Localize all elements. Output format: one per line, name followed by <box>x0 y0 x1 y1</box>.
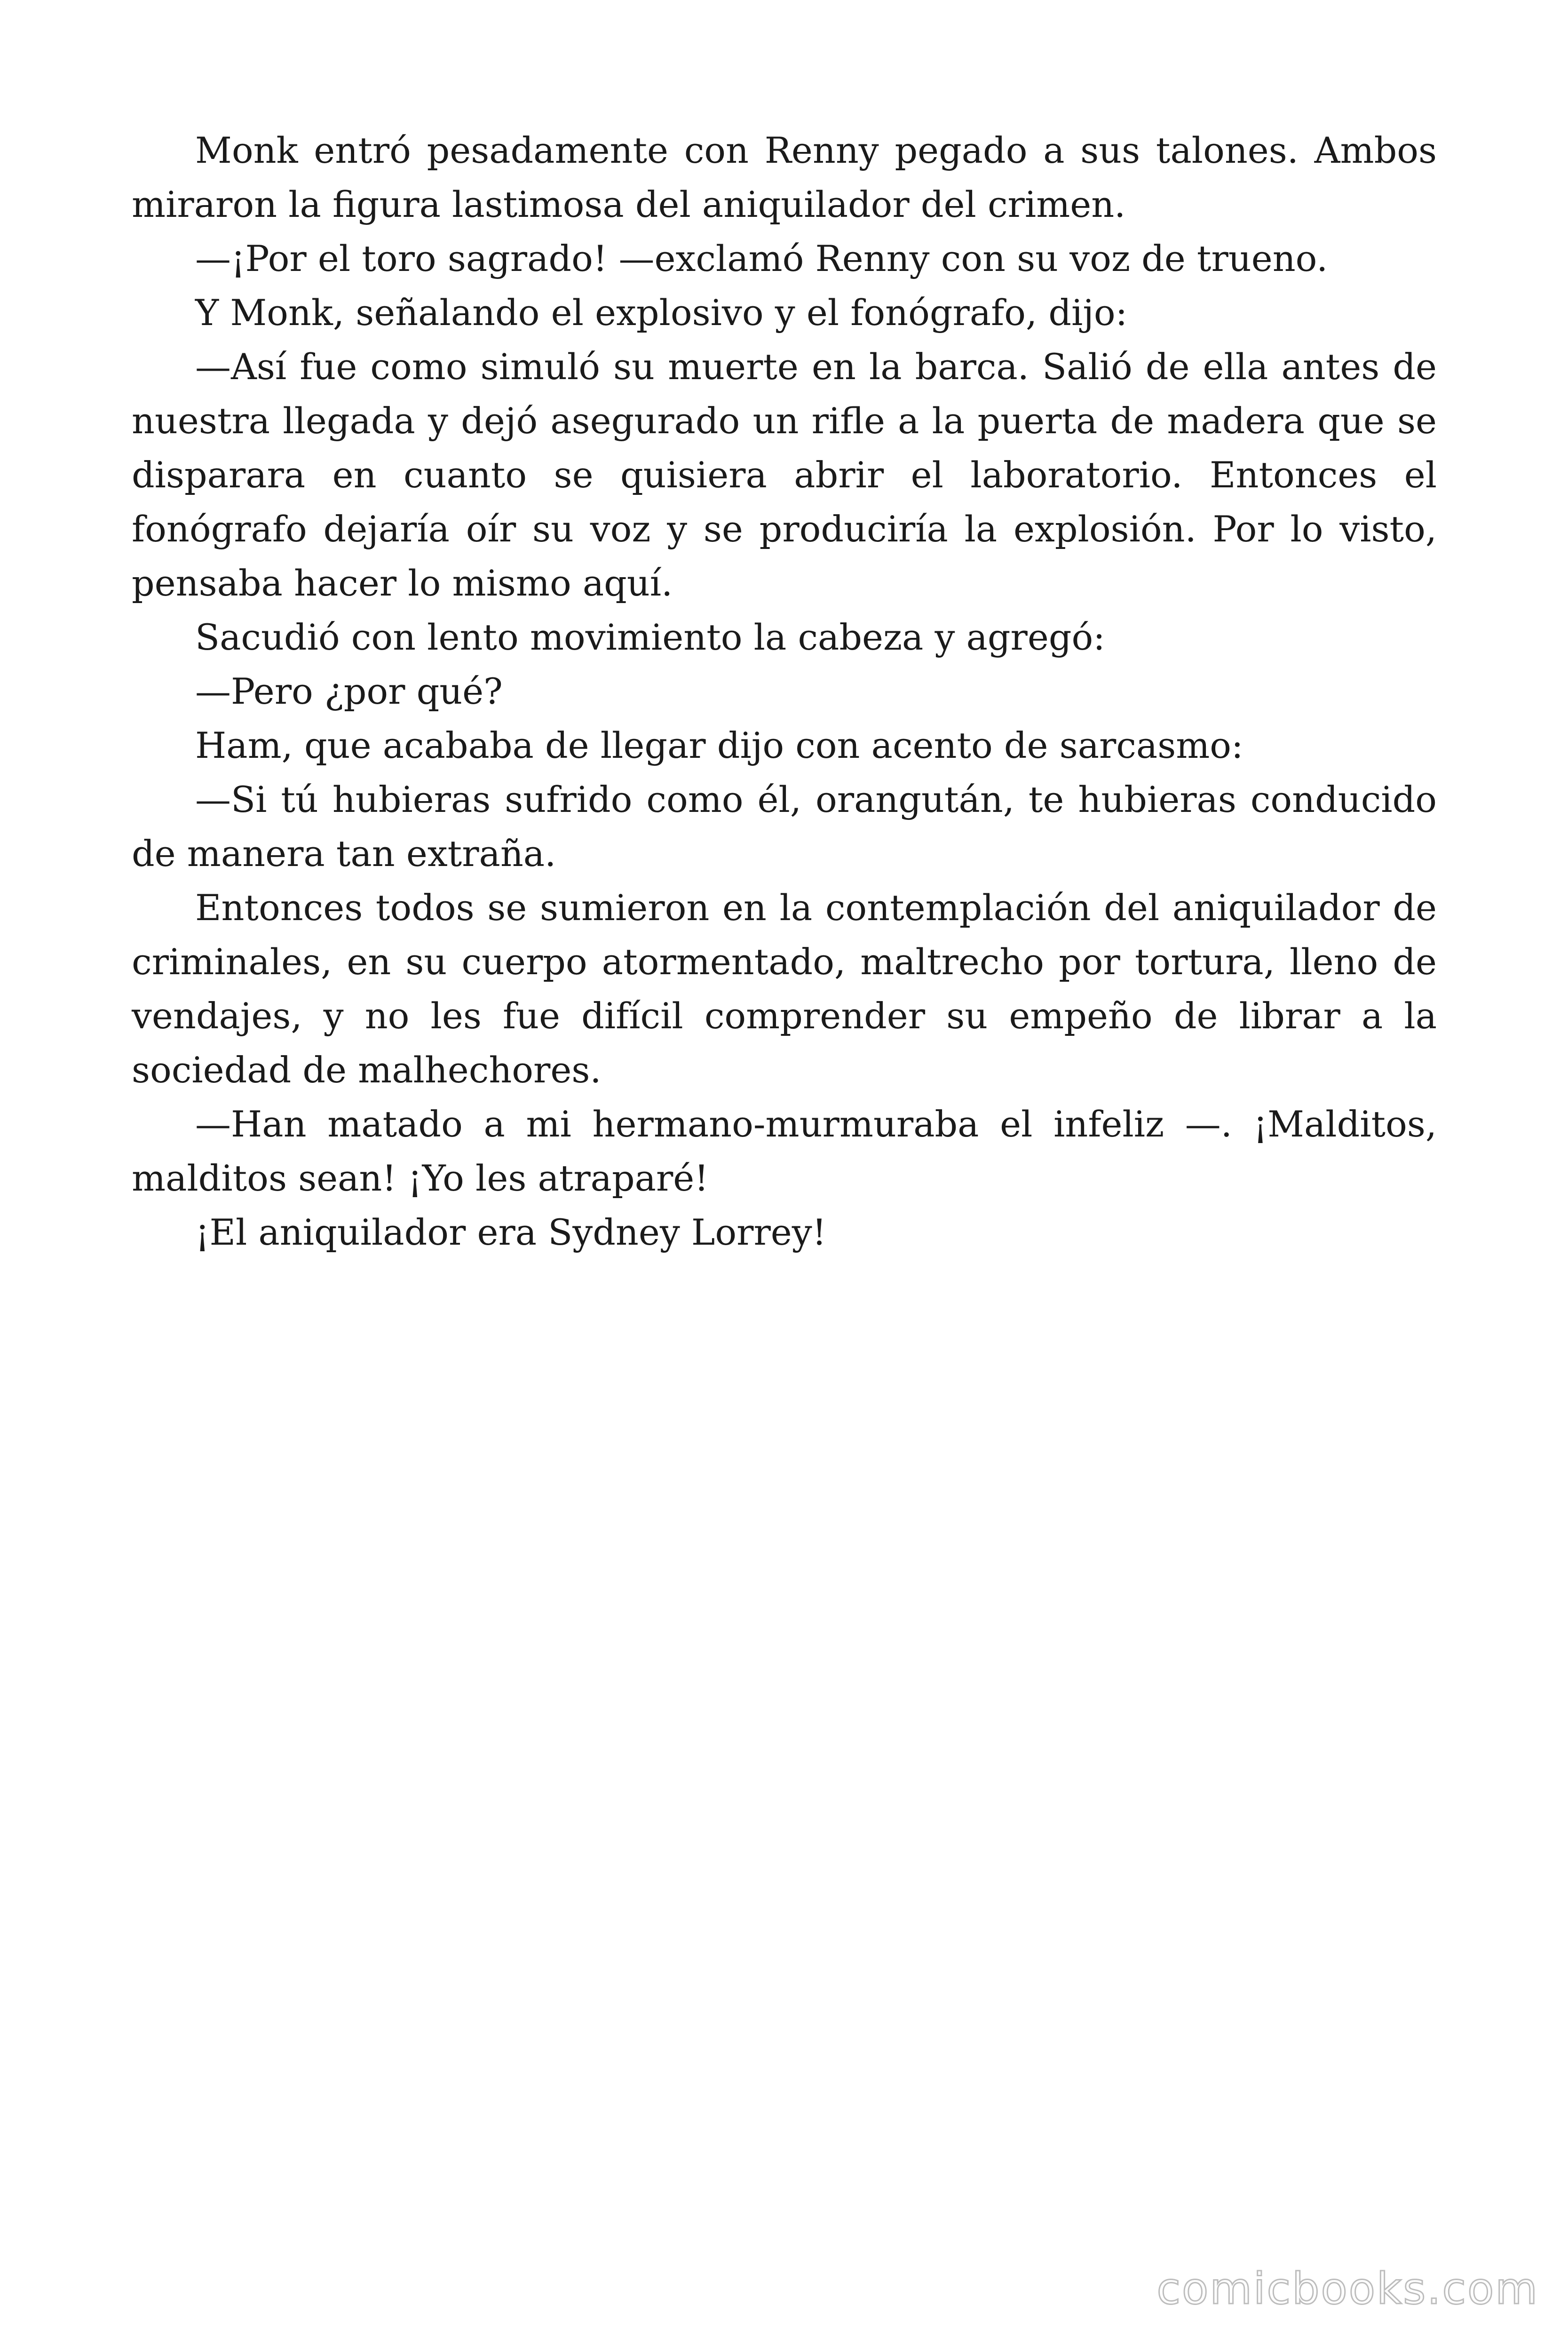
paragraph: Entonces todos se sumieron en la contemplación del aniquilador de criminales, en su cuerpo atormentado, maltrecho por tortura, lleno de vendajes, y no les fue difícil comprender su empeño de librar a la sociedad de malhechores. <box>132 887 1437 1091</box>
paragraph: Ham, que acababa de llegar dijo con acento de sarcasmo: <box>195 724 1243 766</box>
paragraph: —Así fue como simuló su muerte en la barca. Salió de ella antes de nuestra llegada y dejó asegurado un rifle a la puerta de madera que se disparara en cuanto se quisiera abrir el laboratorio. Entonces el fonógrafo dejaría oír su voz y se produciría la explosión. Por lo visto, pensaba hacer lo mismo aquí. <box>132 346 1437 604</box>
paragraph: ¡El aniquilador era Sydney Lorrey! <box>195 1211 827 1253</box>
watermark: comicbooks.com <box>1156 2264 1539 2314</box>
paragraph: —Pero ¿por qué? <box>195 670 503 712</box>
paragraph: Monk entró pesadamente con Renny pegado a sus talones. Ambos miraron la figura lastimosa del aniquilador del crimen. <box>132 129 1437 225</box>
paragraph: Y Monk, señalando el explosivo y el fonógrafo, dijo: <box>195 292 1128 334</box>
paragraph: —¡Por el toro sagrado! —exclamó Renny con su voz de trueno. <box>195 238 1328 279</box>
body-text <box>132 123 1437 1259</box>
paragraph: —Si tú hubieras sufrido como él, orangután, te hubieras conducido de manera tan extraña. <box>132 779 1437 874</box>
paragraph: —Han matado a mi hermano-murmuraba el infeliz —. ¡Malditos, malditos sean! ¡Yo les atraparé! <box>132 1103 1437 1199</box>
paragraph: Sacudió con lento movimiento la cabeza y agregó: <box>195 616 1105 658</box>
